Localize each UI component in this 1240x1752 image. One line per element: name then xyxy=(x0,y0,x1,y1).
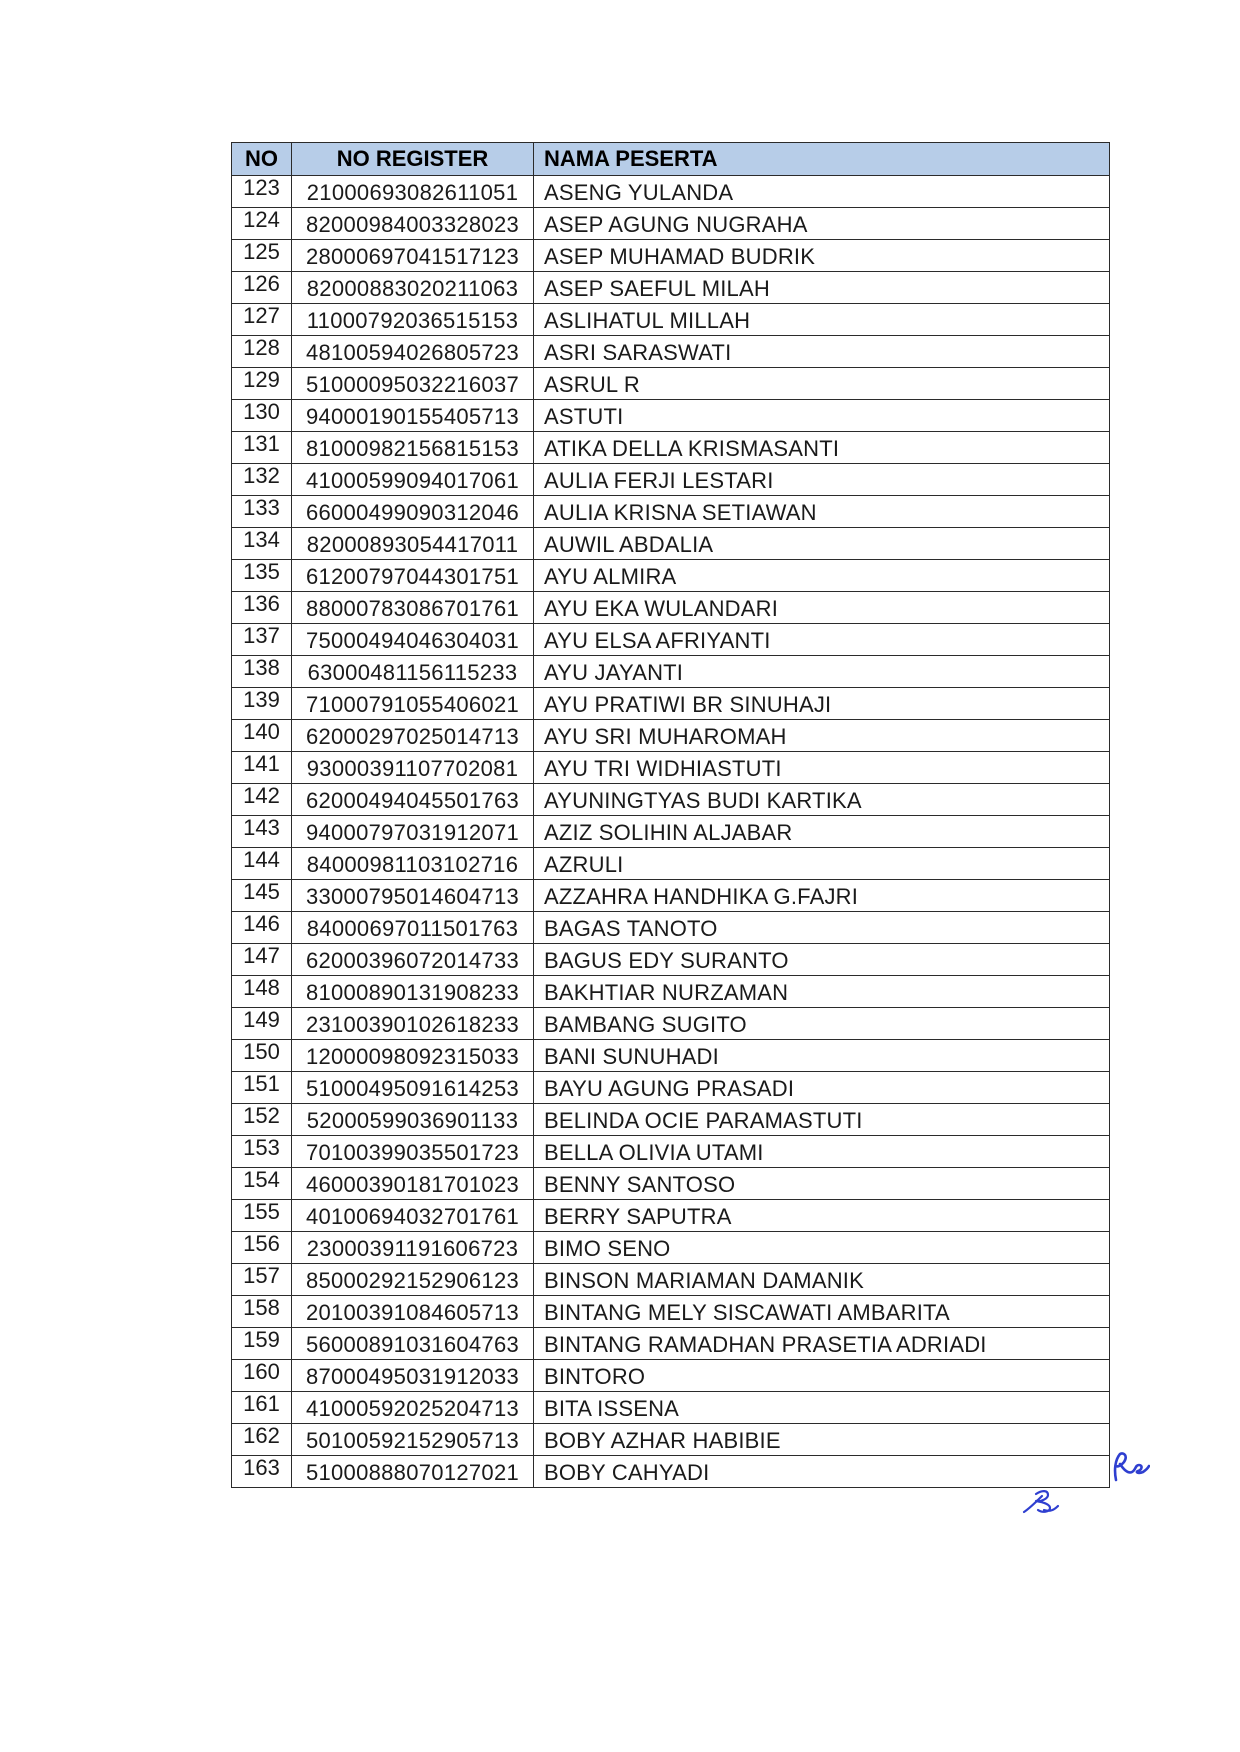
row-participant-name: BAGUS EDY SURANTO xyxy=(534,944,1110,976)
row-number: 138 xyxy=(232,656,292,688)
table-row xyxy=(232,752,1110,784)
table-row xyxy=(232,272,1110,304)
row-number: 130 xyxy=(232,400,292,432)
table-row xyxy=(232,1360,1110,1392)
row-participant-name: AYU ELSA AFRIYANTI xyxy=(534,624,1110,656)
row-number: 139 xyxy=(232,688,292,720)
row-register-number: 61200797044301751 xyxy=(292,560,534,592)
row-participant-name: ASRI SARASWATI xyxy=(534,336,1110,368)
row-register-number: 40100694032701761 xyxy=(292,1200,534,1232)
table-row xyxy=(232,784,1110,816)
row-participant-name: BAMBANG SUGITO xyxy=(534,1008,1110,1040)
row-number: 128 xyxy=(232,336,292,368)
row-register-number: 56000891031604763 xyxy=(292,1328,534,1360)
row-number: 123 xyxy=(232,176,292,208)
table-row xyxy=(232,464,1110,496)
table-header xyxy=(232,143,1110,176)
table-row xyxy=(232,240,1110,272)
row-participant-name: AYU PRATIWI BR SINUHAJI xyxy=(534,688,1110,720)
row-number: 146 xyxy=(232,912,292,944)
row-register-number: 51000888070127021 xyxy=(292,1456,534,1488)
table-row xyxy=(232,1104,1110,1136)
row-register-number: 81000982156815153 xyxy=(292,432,534,464)
row-participant-name: AUWIL ABDALIA xyxy=(534,528,1110,560)
row-register-number: 82000883020211063 xyxy=(292,272,534,304)
initial-mark-2 xyxy=(1020,1488,1060,1516)
row-register-number: 88000783086701761 xyxy=(292,592,534,624)
header-register: NO REGISTER xyxy=(292,143,534,176)
row-number: 159 xyxy=(232,1328,292,1360)
row-register-number: 63000481156115233 xyxy=(292,656,534,688)
row-participant-name: BINTORO xyxy=(534,1360,1110,1392)
row-number: 132 xyxy=(232,464,292,496)
row-register-number: 12000098092315033 xyxy=(292,1040,534,1072)
table-row xyxy=(232,304,1110,336)
row-register-number: 48100594026805723 xyxy=(292,336,534,368)
row-participant-name: AYU TRI WIDHIASTUTI xyxy=(534,752,1110,784)
row-participant-name: AYU SRI MUHAROMAH xyxy=(534,720,1110,752)
table-row xyxy=(232,560,1110,592)
row-participant-name: AZRULI xyxy=(534,848,1110,880)
row-register-number: 51000495091614253 xyxy=(292,1072,534,1104)
row-participant-name: BERRY SAPUTRA xyxy=(534,1200,1110,1232)
table-row xyxy=(232,848,1110,880)
row-register-number: 82000893054417011 xyxy=(292,528,534,560)
table-row xyxy=(232,688,1110,720)
row-participant-name: ASENG YULANDA xyxy=(534,176,1110,208)
row-participant-name: BELLA OLIVIA UTAMI xyxy=(534,1136,1110,1168)
row-number: 155 xyxy=(232,1200,292,1232)
row-number: 137 xyxy=(232,624,292,656)
table-row xyxy=(232,336,1110,368)
row-register-number: 87000495031912033 xyxy=(292,1360,534,1392)
row-participant-name: BAGAS TANOTO xyxy=(534,912,1110,944)
row-participant-name: ASEP SAEFUL MILAH xyxy=(534,272,1110,304)
row-participant-name: ASEP AGUNG NUGRAHA xyxy=(534,208,1110,240)
table-row xyxy=(232,176,1110,208)
table-row xyxy=(232,1296,1110,1328)
table-row xyxy=(232,496,1110,528)
row-register-number: 84000697011501763 xyxy=(292,912,534,944)
row-participant-name: AYU EKA WULANDARI xyxy=(534,592,1110,624)
row-participant-name: BANI SUNUHADI xyxy=(534,1040,1110,1072)
row-register-number: 84000981103102716 xyxy=(292,848,534,880)
row-participant-name: BINTANG RAMADHAN PRASETIA ADRIADI xyxy=(534,1328,1110,1360)
row-register-number: 21000693082611051 xyxy=(292,176,534,208)
row-participant-name: AZZAHRA HANDHIKA G.FAJRI xyxy=(534,880,1110,912)
row-participant-name: AYU JAYANTI xyxy=(534,656,1110,688)
table-row xyxy=(232,1424,1110,1456)
table-row xyxy=(232,1392,1110,1424)
row-register-number: 71000791055406021 xyxy=(292,688,534,720)
table-row xyxy=(232,816,1110,848)
row-participant-name: BIMO SENO xyxy=(534,1232,1110,1264)
row-number: 142 xyxy=(232,784,292,816)
row-register-number: 50100592152905713 xyxy=(292,1424,534,1456)
row-register-number: 11000792036515153 xyxy=(292,304,534,336)
table-row xyxy=(232,1264,1110,1296)
row-number: 129 xyxy=(232,368,292,400)
row-register-number: 52000599036901133 xyxy=(292,1104,534,1136)
table-row xyxy=(232,880,1110,912)
row-number: 144 xyxy=(232,848,292,880)
row-number: 153 xyxy=(232,1136,292,1168)
table-row xyxy=(232,528,1110,560)
table-row xyxy=(232,1200,1110,1232)
row-number: 147 xyxy=(232,944,292,976)
row-participant-name: ASRUL R xyxy=(534,368,1110,400)
row-participant-name: AULIA KRISNA SETIAWAN xyxy=(534,496,1110,528)
row-number: 160 xyxy=(232,1360,292,1392)
table-row xyxy=(232,368,1110,400)
row-number: 157 xyxy=(232,1264,292,1296)
row-participant-name: ASEP MUHAMAD BUDRIK xyxy=(534,240,1110,272)
row-register-number: 62000494045501763 xyxy=(292,784,534,816)
row-number: 145 xyxy=(232,880,292,912)
row-register-number: 33000795014604713 xyxy=(292,880,534,912)
row-register-number: 23100390102618233 xyxy=(292,1008,534,1040)
table-row xyxy=(232,1072,1110,1104)
row-register-number: 28000697041517123 xyxy=(292,240,534,272)
row-number: 126 xyxy=(232,272,292,304)
row-register-number: 41000599094017061 xyxy=(292,464,534,496)
table-row xyxy=(232,624,1110,656)
row-register-number: 85000292152906123 xyxy=(292,1264,534,1296)
row-number: 158 xyxy=(232,1296,292,1328)
row-number: 127 xyxy=(232,304,292,336)
row-participant-name: BITA ISSENA xyxy=(534,1392,1110,1424)
table-row xyxy=(232,1136,1110,1168)
table-row xyxy=(232,1456,1110,1488)
row-participant-name: BINTANG MELY SISCAWATI AMBARITA xyxy=(534,1296,1110,1328)
row-participant-name: AYUNINGTYAS BUDI KARTIKA xyxy=(534,784,1110,816)
row-participant-name: BOBY AZHAR HABIBIE xyxy=(534,1424,1110,1456)
table-row xyxy=(232,400,1110,432)
row-register-number: 82000984003328023 xyxy=(292,208,534,240)
row-number: 131 xyxy=(232,432,292,464)
table-row xyxy=(232,976,1110,1008)
row-number: 163 xyxy=(232,1456,292,1488)
row-number: 162 xyxy=(232,1424,292,1456)
row-participant-name: ATIKA DELLA KRISMASANTI xyxy=(534,432,1110,464)
row-register-number: 93000391107702081 xyxy=(292,752,534,784)
row-number: 136 xyxy=(232,592,292,624)
row-register-number: 70100399035501723 xyxy=(292,1136,534,1168)
row-number: 149 xyxy=(232,1008,292,1040)
row-register-number: 23000391191606723 xyxy=(292,1232,534,1264)
row-number: 141 xyxy=(232,752,292,784)
row-register-number: 81000890131908233 xyxy=(292,976,534,1008)
row-number: 135 xyxy=(232,560,292,592)
row-number: 156 xyxy=(232,1232,292,1264)
row-participant-name: ASTUTI xyxy=(534,400,1110,432)
table-row xyxy=(232,944,1110,976)
row-register-number: 62000396072014733 xyxy=(292,944,534,976)
row-register-number: 94000797031912071 xyxy=(292,816,534,848)
row-register-number: 51000095032216037 xyxy=(292,368,534,400)
row-number: 140 xyxy=(232,720,292,752)
table-body xyxy=(232,176,1110,1488)
table-row xyxy=(232,720,1110,752)
row-number: 154 xyxy=(232,1168,292,1200)
initial-mark-1 xyxy=(1108,1448,1150,1484)
row-participant-name: BENNY SANTOSO xyxy=(534,1168,1110,1200)
header-row xyxy=(232,143,1110,176)
row-participant-name: BOBY CAHYADI xyxy=(534,1456,1110,1488)
row-number: 134 xyxy=(232,528,292,560)
row-register-number: 66000499090312046 xyxy=(292,496,534,528)
row-participant-name: ASLIHATUL MILLAH xyxy=(534,304,1110,336)
table-row xyxy=(232,1232,1110,1264)
row-number: 143 xyxy=(232,816,292,848)
row-number: 150 xyxy=(232,1040,292,1072)
row-register-number: 94000190155405713 xyxy=(292,400,534,432)
row-number: 161 xyxy=(232,1392,292,1424)
row-register-number: 41000592025204713 xyxy=(292,1392,534,1424)
row-participant-name: AULIA FERJI LESTARI xyxy=(534,464,1110,496)
row-participant-name: AZIZ SOLIHIN ALJABAR xyxy=(534,816,1110,848)
row-register-number: 46000390181701023 xyxy=(292,1168,534,1200)
row-number: 151 xyxy=(232,1072,292,1104)
row-participant-name: BELINDA OCIE PARAMASTUTI xyxy=(534,1104,1110,1136)
row-number: 133 xyxy=(232,496,292,528)
row-participant-name: BAYU AGUNG PRASADI xyxy=(534,1072,1110,1104)
table-row xyxy=(232,1040,1110,1072)
header-name: NAMA PESERTA xyxy=(534,143,1110,176)
table-row xyxy=(232,912,1110,944)
row-number: 125 xyxy=(232,240,292,272)
table-row xyxy=(232,592,1110,624)
table-row xyxy=(232,432,1110,464)
table-row xyxy=(232,1168,1110,1200)
table-row xyxy=(232,1328,1110,1360)
header-no: NO xyxy=(232,143,292,176)
row-register-number: 20100391084605713 xyxy=(292,1296,534,1328)
table-row xyxy=(232,1008,1110,1040)
table-row xyxy=(232,208,1110,240)
row-participant-name: AYU ALMIRA xyxy=(534,560,1110,592)
row-number: 152 xyxy=(232,1104,292,1136)
row-register-number: 62000297025014713 xyxy=(292,720,534,752)
row-number: 124 xyxy=(232,208,292,240)
row-register-number: 75000494046304031 xyxy=(292,624,534,656)
row-number: 148 xyxy=(232,976,292,1008)
participant-table xyxy=(231,142,1110,1488)
row-participant-name: BAKHTIAR NURZAMAN xyxy=(534,976,1110,1008)
row-participant-name: BINSON MARIAMAN DAMANIK xyxy=(534,1264,1110,1296)
table-row xyxy=(232,656,1110,688)
